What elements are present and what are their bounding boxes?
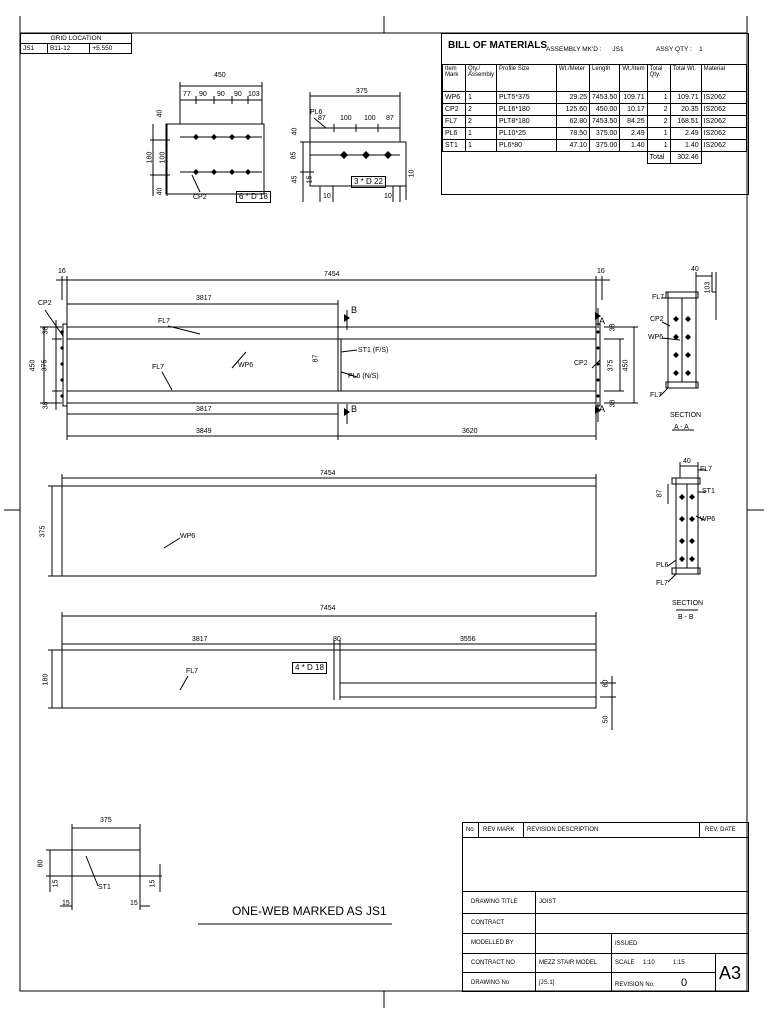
cp2-plate <box>166 124 264 194</box>
dim-label: 100 <box>159 151 167 164</box>
rev-no-header: No <box>466 827 474 833</box>
dim-label: 7454 <box>320 470 336 477</box>
dim-label: 40 <box>691 266 699 273</box>
drawing-caption: ONE-WEB MARKED AS JS1 <box>232 904 387 918</box>
dim-label: 3817 <box>196 295 212 302</box>
drawing-title-label: DRAWING TITLE <box>471 899 518 905</box>
part-label: WP6 <box>238 362 254 369</box>
table-row: WP6 1 PLT5*375 29.25 7453.50 109.71 1 109.71 IS2062 <box>443 92 747 104</box>
dim-label: 87 <box>318 115 326 122</box>
part-label: ST1 (F/S) <box>358 347 389 354</box>
dim-label: 15 <box>130 900 138 907</box>
sheet-size: A3 <box>719 963 742 983</box>
part-label: FL7 <box>152 364 165 371</box>
dim-label: 15 <box>149 879 157 888</box>
dim-label: 3849 <box>196 428 212 435</box>
dim-label: 90 <box>234 91 242 98</box>
top-flange <box>67 327 596 339</box>
bom-header: Total Wt. <box>670 65 701 92</box>
dim-label: 90 <box>217 91 225 98</box>
part-label: FL7 <box>700 466 713 473</box>
section-title: SECTION <box>670 412 702 419</box>
dim-label: 7454 <box>320 605 336 612</box>
flange-plate <box>62 650 596 708</box>
dim-label: 85 <box>290 151 298 160</box>
dim-label: 15 <box>52 879 60 888</box>
dim-label: 40 <box>156 109 164 118</box>
bottom-flange <box>67 391 596 403</box>
table-row: ST1 1 PL6*80 47.10 375.00 1.40 1 1.40 IS2062 <box>443 140 747 152</box>
web-plate <box>62 486 596 576</box>
dim-label: 450 <box>622 359 630 372</box>
stiffener-plate <box>72 850 140 876</box>
section-title: SECTION <box>672 600 704 607</box>
dim-label: 180 <box>146 151 154 164</box>
bom-header: Item Mark <box>443 65 466 92</box>
grid-location-table <box>20 33 132 54</box>
part-label: PL6 <box>656 562 669 569</box>
part-label: WP6 <box>700 516 716 523</box>
drawing-no-value: [JS.1] <box>539 980 555 986</box>
bill-of-materials <box>441 33 749 195</box>
total-row <box>443 152 747 164</box>
bom-header: Material <box>701 65 746 92</box>
dim-label: 450 <box>214 72 226 79</box>
part-label: CP2 <box>38 300 52 307</box>
revision-label: REVISION No. <box>615 982 655 988</box>
dim-label: 15 <box>306 175 314 184</box>
grid-cell: JS1 <box>21 44 48 54</box>
dim-label: 3556 <box>460 636 476 643</box>
dim-label: 45 <box>291 175 299 184</box>
revision-value: 0 <box>681 977 688 989</box>
part-label: FL7 <box>652 294 665 301</box>
dim-label: 3817 <box>192 636 208 643</box>
dim-label: 38 <box>42 401 50 410</box>
dim-label: 450 <box>29 359 37 372</box>
dim-label: 3817 <box>196 406 212 413</box>
part-label-pl6: PL6 <box>310 109 323 116</box>
dim-label: 87 <box>312 354 320 363</box>
dim-label: 80 <box>333 636 341 643</box>
dim-label: 38 <box>609 323 617 332</box>
bom-header: Profile Size <box>497 65 557 92</box>
contract-label: CONTRACT <box>471 920 505 926</box>
scale-label: SCALE <box>615 960 635 966</box>
dim-label: 50 <box>602 715 610 724</box>
dim-label: 375 <box>356 88 368 95</box>
dim-label: 3620 <box>462 428 478 435</box>
hole-callout: 3 * D 22 <box>351 176 386 188</box>
dim-label: 10 <box>323 193 331 200</box>
section-subtitle: A - A <box>674 424 689 431</box>
dim-label: 38 <box>42 326 50 335</box>
dim-label: 90 <box>199 91 207 98</box>
bom-header: Wt./Item <box>620 65 647 92</box>
dim-label: 180 <box>42 673 50 686</box>
section-mark-b: B <box>351 305 358 315</box>
rev-desc-header: REVISION DESCRIPTION <box>527 827 599 833</box>
rev-mark-header: REV MARK <box>483 827 515 833</box>
dim-label: 40 <box>156 187 164 196</box>
title-block <box>462 822 749 992</box>
dim-label: 100 <box>364 115 376 122</box>
dim-label: 80 <box>602 679 610 688</box>
scale-value-2: 1:15 <box>673 960 685 966</box>
part-label: ST1 <box>702 488 715 495</box>
part-label: FL7 <box>158 318 171 325</box>
modelled-by-label: MODELLED BY <box>471 940 514 946</box>
part-label-cp2: CP2 <box>193 194 207 201</box>
grid-cell: B11-12 <box>47 44 89 54</box>
dim-label: 38 <box>609 399 617 408</box>
total-value: 302.46 <box>670 152 701 164</box>
drawing-no-label: DRAWING No <box>471 980 510 986</box>
dim-total-length: 7454 <box>324 271 340 278</box>
issued-label: ISSUED <box>615 941 638 947</box>
scale-value-1: 1:10 <box>643 960 655 966</box>
dim-label: 87 <box>656 489 664 498</box>
dim-label: 10 <box>384 193 392 200</box>
dim-label: 103 <box>248 91 260 98</box>
assembly-qty: ASSY QTY : 1 <box>656 46 703 53</box>
bom-table <box>442 64 747 164</box>
grid-location-title: GRID LOCATION <box>21 34 132 44</box>
dim-label: 375 <box>607 359 615 372</box>
hole-callout: 6 * D 18 <box>236 191 271 203</box>
bom-title: BILL OF MATERIALS <box>448 40 548 51</box>
contract-no-label: CONTRACT NO <box>471 960 515 966</box>
part-label: FL7 <box>186 668 199 675</box>
dim-label: 375 <box>39 525 47 538</box>
part-label: FL7 <box>650 392 663 399</box>
rev-date-header: REV. DATE <box>705 827 736 833</box>
bom-header: Length <box>590 65 620 92</box>
table-row: FL7 2 PLT8*180 62.80 7453.50 84.25 2 168.51 IS2062 <box>443 116 747 128</box>
dim-label: 80 <box>37 859 45 868</box>
part-label: CP2 <box>650 316 664 323</box>
dim-label: 375 <box>100 817 112 824</box>
bom-header: Qty./ Assembly <box>466 65 497 92</box>
dim-label: 10 <box>408 169 416 178</box>
hole-callout: 4 * D 18 <box>292 662 327 674</box>
bom-header: Total Qty. <box>647 65 670 92</box>
dim-label: 16 <box>58 268 66 275</box>
table-row: CP2 2 PL16*180 125.60 450.00 10.17 2 20.35 IS2062 <box>443 104 747 116</box>
part-label: PL6 (N/S) <box>348 373 379 380</box>
grid-cell: +5.550 <box>90 44 132 54</box>
end-plate-left <box>63 324 67 406</box>
dim-label: 16 <box>597 268 605 275</box>
part-label: FL7 <box>656 580 669 587</box>
part-label: WP6 <box>648 334 664 341</box>
dim-label: 77 <box>183 91 191 98</box>
part-label: WP6 <box>180 533 196 540</box>
part-label: CP2 <box>574 360 588 367</box>
contract-no-value: MEZZ STAIR MODEL <box>539 960 598 966</box>
dim-label: 375 <box>41 359 49 372</box>
dim-label: 15 <box>62 900 70 907</box>
drawing-title-value: JOIST <box>539 899 557 905</box>
section-mark-a: A <box>599 316 606 326</box>
section-mark-a: A <box>599 404 606 414</box>
bom-header: Wt./Meter <box>557 65 590 92</box>
dim-label: 100 <box>340 115 352 122</box>
dim-label: 87 <box>386 115 394 122</box>
total-label: Total <box>647 152 670 164</box>
assembly-mark: ASSEMBLY MK'D : JS1 <box>546 46 624 53</box>
section-subtitle: B - B <box>678 614 694 621</box>
table-row: PL6 1 PL10*25 78.50 375.00 2.49 1 2.49 IS2062 <box>443 128 747 140</box>
dim-label: 103 <box>704 281 712 294</box>
section-mark-b: B <box>351 404 358 414</box>
part-label: ST1 <box>98 884 111 891</box>
dim-label: 40 <box>291 127 299 136</box>
web <box>67 339 596 391</box>
dim-label: 40 <box>683 458 691 465</box>
